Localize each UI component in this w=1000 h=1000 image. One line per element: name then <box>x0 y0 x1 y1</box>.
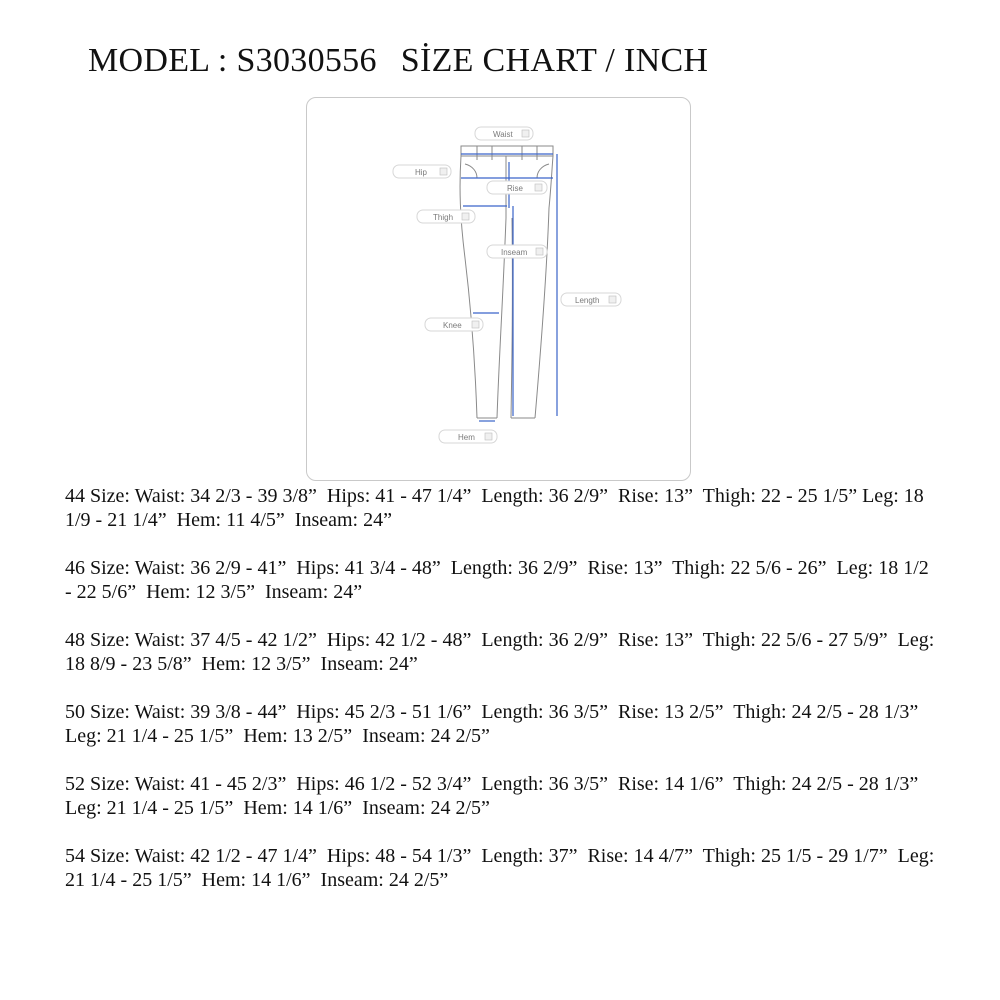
thigh-label: Thigh: <box>702 485 756 507</box>
leg-value: 21 1/4 - 25 1/5” <box>106 797 234 819</box>
size-label: 44 Size: <box>65 485 130 507</box>
rise-value: 13 2/5” <box>664 701 724 723</box>
hips-label: Hips: <box>326 845 371 867</box>
hem-value: 13 2/5” <box>292 725 353 747</box>
inseam-value: 24” <box>363 509 392 531</box>
length-value: 36 2/9” <box>548 485 608 507</box>
thigh-label: Thigh: <box>733 701 787 723</box>
size-label: 54 Size: <box>65 845 130 867</box>
hips-label: Hips: <box>296 701 340 723</box>
hips-label: Hips: <box>326 629 371 651</box>
hip-tag-label: Hip <box>415 168 428 177</box>
rise-label: Rise: <box>618 701 660 723</box>
inseam-label: Inseam: <box>294 509 359 531</box>
hem-label: Hem: <box>243 797 288 819</box>
thigh-value: 25 1/5 - 29 1/7” <box>761 845 888 867</box>
size-entry-54 <box>65 844 935 892</box>
size-entry-48 <box>65 628 935 676</box>
hem-value: 12 3/5” <box>195 581 255 603</box>
length-value: 36 3/5” <box>548 701 608 723</box>
size-entry-50 <box>65 700 935 748</box>
length-value: 36 2/9” <box>548 629 608 651</box>
hips-value: 46 1/2 - 52 3/4” <box>344 773 472 795</box>
hem-value: 14 1/6” <box>292 797 353 819</box>
rise-value: 13” <box>633 557 663 579</box>
leg-label: Leg: <box>65 725 102 747</box>
waist-tag-label: Waist <box>493 130 513 139</box>
waist-value: 39 3/8 - 44” <box>190 701 287 723</box>
inseam-value: 24 2/5” <box>430 797 490 819</box>
inseam-label: Inseam: <box>362 797 426 819</box>
size-label: 52 Size: <box>65 773 130 795</box>
waist-label: Waist: <box>134 773 186 795</box>
inseam-label: Inseam: <box>320 869 384 891</box>
pants-illustration <box>307 98 692 482</box>
size-label: 48 Size: <box>65 629 130 651</box>
leg-label: Leg: <box>862 485 899 507</box>
size-chart-title: SİZE CHART / INCH <box>400 42 709 79</box>
waist-value: 42 1/2 - 47 1/4” <box>190 845 317 867</box>
size-entry-52 <box>65 772 935 820</box>
measure-tag-hip[interactable] <box>393 165 451 178</box>
leg-label: Leg: <box>897 845 935 867</box>
inseam-label: Inseam: <box>264 581 329 603</box>
waist-label: Waist: <box>134 629 186 651</box>
leg-value: 21 1/4 - 25 1/5” <box>65 869 192 891</box>
measure-tag-hem[interactable] <box>439 430 497 443</box>
inseam-label: Inseam: <box>320 653 384 675</box>
thigh-label: Thigh: <box>672 557 726 579</box>
length-label: Length: <box>481 701 544 723</box>
size-entry-46 <box>65 556 935 604</box>
waist-value: 37 4/5 - 42 1/2” <box>190 629 317 651</box>
waist-label: Waist: <box>134 701 186 723</box>
thigh-value: 24 2/5 - 28 1/3” <box>791 701 919 723</box>
waist-label: Waist: <box>134 845 186 867</box>
length-label: Length: <box>481 629 544 651</box>
hips-value: 41 - 47 1/4” <box>375 485 472 507</box>
thigh-value: 22 5/6 - 26” <box>730 557 827 579</box>
rise-tag-label: Rise <box>507 184 524 193</box>
inseam-value: 24” <box>388 653 418 675</box>
knee-tag-label: Knee <box>443 321 462 330</box>
size-list <box>65 484 935 916</box>
hips-value: 48 - 54 1/3” <box>375 845 472 867</box>
thigh-label: Thigh: <box>702 629 756 651</box>
hips-label: Hips: <box>326 485 371 507</box>
leg-value: 18 1/9 - 21 1/4” <box>65 485 924 531</box>
measure-tag-rise[interactable] <box>487 181 547 194</box>
hem-value: 14 1/6” <box>251 869 311 891</box>
rise-value: 14 4/7” <box>633 845 694 867</box>
rise-label: Rise: <box>618 485 660 507</box>
hips-value: 41 3/4 - 48” <box>344 557 441 579</box>
length-label: Length: <box>481 845 544 867</box>
inseam-label: Inseam: <box>362 725 426 747</box>
inseam-tag-label: Inseam <box>501 248 528 257</box>
model-number: MODEL : S3030556 <box>88 42 377 79</box>
rise-value: 13” <box>664 629 694 651</box>
measure-tag-waist[interactable] <box>475 127 533 140</box>
length-label: Length: <box>481 485 544 507</box>
inseam-value: 24 2/5” <box>388 869 449 891</box>
hips-label: Hips: <box>296 557 340 579</box>
hips-value: 45 2/3 - 51 1/6” <box>344 701 472 723</box>
hem-label: Hem: <box>201 653 247 675</box>
leg-value: 18 1/2 - 22 5/6” <box>65 557 929 603</box>
measure-tag-thigh[interactable] <box>417 210 475 223</box>
inseam-value: 24 2/5” <box>430 725 490 747</box>
hem-value: 11 4/5” <box>226 509 285 531</box>
hem-value: 12 3/5” <box>251 653 311 675</box>
thigh-value: 24 2/5 - 28 1/3” <box>791 773 919 795</box>
leg-label: Leg: <box>836 557 874 579</box>
waist-label: Waist: <box>134 485 186 507</box>
length-label: Length: <box>481 773 544 795</box>
waist-value: 41 - 45 2/3” <box>190 773 287 795</box>
rise-label: Rise: <box>618 773 660 795</box>
thigh-tag-label: Thigh <box>433 213 454 222</box>
rise-label: Rise: <box>587 845 629 867</box>
size-label: 46 Size: <box>65 557 130 579</box>
length-label: Length: <box>450 557 513 579</box>
rise-label: Rise: <box>618 629 660 651</box>
rise-label: Rise: <box>587 557 629 579</box>
thigh-value: 22 5/6 - 27 5/9” <box>761 629 888 651</box>
rise-value: 13” <box>664 485 694 507</box>
hem-label: Hem: <box>243 725 288 747</box>
length-value: 36 2/9” <box>518 557 578 579</box>
length-value: 37” <box>548 845 578 867</box>
hips-value: 42 1/2 - 48” <box>375 629 472 651</box>
thigh-label: Thigh: <box>733 773 787 795</box>
size-entry-44 <box>65 484 935 532</box>
rise-value: 14 1/6” <box>664 773 724 795</box>
length-value: 36 3/5” <box>548 773 608 795</box>
hem-label: Hem: <box>176 509 222 531</box>
leg-value: 18 8/9 - 23 5/8” <box>65 653 192 675</box>
measure-tag-knee[interactable] <box>425 318 483 331</box>
leg-label: Leg: <box>897 629 935 651</box>
measure-tag-length[interactable] <box>561 293 621 306</box>
leg-value: 21 1/4 - 25 1/5” <box>106 725 234 747</box>
waist-label: Waist: <box>134 557 186 579</box>
measure-tag-inseam[interactable] <box>487 245 547 258</box>
page-title <box>88 44 708 78</box>
hem-tag-label: Hem <box>458 433 475 442</box>
length-tag-label: Length <box>575 296 600 305</box>
thigh-label: Thigh: <box>702 845 756 867</box>
leg-label: Leg: <box>65 797 102 819</box>
size-label: 50 Size: <box>65 701 130 723</box>
thigh-value: 22 - 25 1/5” <box>761 485 858 507</box>
waist-value: 36 2/9 - 41” <box>190 557 287 579</box>
hem-label: Hem: <box>146 581 191 603</box>
inseam-value: 24” <box>333 581 363 603</box>
waist-value: 34 2/3 - 39 3/8” <box>190 485 317 507</box>
measurement-diagram <box>306 97 691 481</box>
hem-label: Hem: <box>201 869 247 891</box>
hips-label: Hips: <box>296 773 340 795</box>
